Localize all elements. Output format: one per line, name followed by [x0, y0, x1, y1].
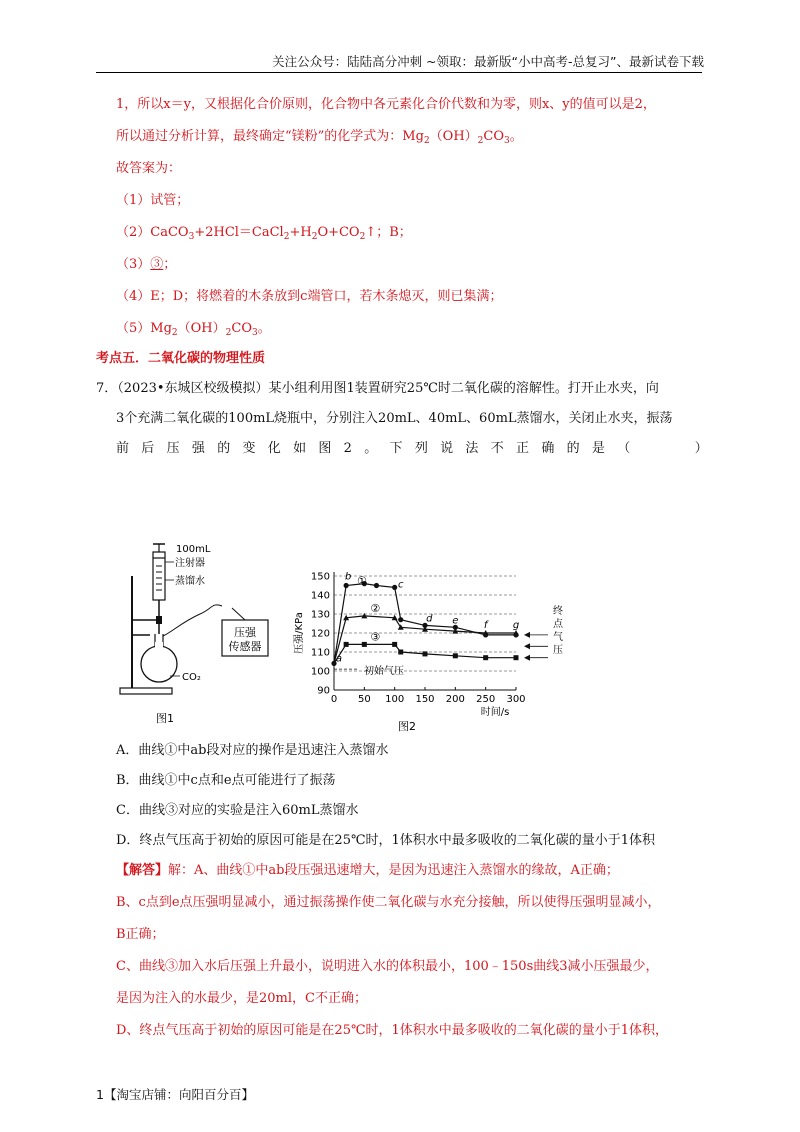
answer-3: （3）③；	[116, 257, 177, 272]
final-pressure-label: 点	[553, 619, 563, 630]
y-tick-label: 140	[310, 590, 330, 602]
question-char: 的	[217, 441, 231, 456]
question-char: 下	[389, 441, 403, 456]
series-point	[483, 655, 488, 660]
question-char: 说	[440, 441, 454, 456]
point-label: a	[335, 653, 343, 665]
solution-line5: 是因为注入的水最少，是20ml，C不正确；	[116, 991, 367, 1006]
point-label: f	[483, 620, 488, 632]
syringe	[153, 552, 165, 600]
answer-2: $(2)CaCO_3+2HCl=CaCl_2+H_2O+CO_2↑$；B；	[116, 225, 412, 242]
final-pressure-arrowhead	[524, 643, 530, 649]
solution-line4: C、曲线③加入水后压强上升最小，说明进入水的体积最小，100﹣150s曲线3减小压强最少，	[116, 959, 659, 974]
water-label: 蒸馏水	[175, 576, 205, 587]
final-pressure-label: 压	[553, 645, 563, 656]
series-point	[392, 642, 397, 647]
question-char: 2	[343, 441, 352, 456]
section-title: 考点五．二氧化碳的物理性质	[96, 351, 266, 366]
option-a: A．曲线①中ab段对应的操作是迅速注入蒸馏水	[116, 743, 389, 758]
series-point	[398, 650, 403, 655]
initial-pressure-label: 初始气压	[364, 666, 404, 678]
page-footer: 1【淘宝店铺：向阳百分百】	[96, 1087, 254, 1102]
question-char: 后	[141, 441, 155, 456]
question-line1: 7．（2023•东城区校级模拟）某小组利用图1装置研究25℃时二氧化碳的溶解性。打开止水夹，向	[96, 381, 659, 396]
question-char: 如	[293, 441, 307, 456]
series-point	[398, 617, 403, 622]
series-point	[374, 583, 379, 588]
page-header: 关注公众号：陆陆高分冲刺 ~领取：最新版“小中高考-总复习”、最新试卷下载	[272, 54, 704, 69]
x-tick-label: 300	[506, 694, 526, 705]
sensor-label-2: 传感器	[228, 640, 262, 653]
question-char: 压	[166, 441, 180, 456]
question-char: 。	[364, 441, 378, 456]
prev-answer-line2: 所以通过分析计算，最终确定“镁粉”的化学式为：$Mg_2(OH)_2CO_3$。	[116, 129, 523, 146]
series-point	[392, 585, 397, 590]
y-tick-label: 150	[310, 571, 330, 583]
solution-line3: B正确；	[116, 927, 165, 942]
point-label: b	[344, 571, 352, 583]
figure1-caption: 图1	[156, 712, 174, 725]
question-char: 法	[465, 441, 479, 456]
sensor-label-1: 压强	[234, 626, 256, 639]
series-point	[344, 642, 349, 647]
question-char: 正	[516, 441, 530, 456]
solution-line6: D、终点气压高于初始的原因可能是在25℃时，1体积水中最多吸收的二氧化碳的量小于1体积，	[116, 1023, 669, 1038]
x-tick-label: 150	[415, 694, 435, 705]
solution-tag: 【解答】	[116, 863, 169, 878]
solution-line2: B、c点到e点压强明显减小，通过振荡操作使二氧化碳与水充分接触，所以使得压强明显减小，	[116, 895, 661, 910]
final-pressure-label: 终	[553, 606, 563, 617]
gas-label: CO₂	[182, 672, 201, 683]
question-char: 不	[490, 441, 504, 456]
y-tick-label: 100	[310, 666, 330, 678]
tube	[163, 605, 222, 636]
question-char: 确	[541, 441, 555, 456]
series-point	[423, 651, 428, 656]
curve-label: ③	[370, 630, 381, 644]
option-b: B．曲线①中c点和e点可能进行了振荡	[116, 773, 336, 788]
solution-line1: 【解答】解：A、曲线①中ab段压强迅速增大，是因为迅速注入蒸馏水的缘故，A正确；	[116, 863, 619, 878]
figure2-chart	[290, 566, 580, 734]
point-label: e	[452, 615, 459, 627]
answer-1: （1）试管；	[116, 193, 190, 208]
x-tick-label: 250	[476, 694, 496, 705]
x-tick-label: 50	[357, 694, 371, 705]
series-point	[362, 642, 367, 647]
x-tick-label: 200	[445, 694, 465, 705]
question-char: 的	[566, 441, 580, 456]
option-d: D．终点气压高于初始的原因可能是在25℃时，1体积水中最多吸收的二氧化碳的量小于1体积	[116, 833, 656, 848]
curve-label: ①	[356, 574, 367, 588]
y-tick-label: 110	[310, 647, 330, 659]
question-char: 列	[414, 441, 428, 456]
curve-label: ②	[370, 602, 381, 616]
point-label: c	[397, 579, 404, 591]
question-char: 变	[242, 441, 256, 456]
syringe-volume-label: 100mL	[176, 544, 211, 555]
question-char: ）	[694, 441, 708, 456]
question-line2: 3个充满二氧化碳的100mL烧瓶中，分别注入20mL、40mL、60mL蒸馏水，关闭止水夹，振荡	[116, 411, 673, 426]
question-char: 化	[267, 441, 281, 456]
question-char: 是	[591, 441, 605, 456]
point-label: g	[512, 620, 520, 632]
x-axis-label: 时间/s	[480, 707, 510, 718]
question-char: 图	[318, 441, 332, 456]
y-tick-label: 120	[310, 628, 330, 640]
question-char: 强	[191, 441, 205, 456]
question-char: （	[617, 441, 631, 456]
series-point	[514, 655, 519, 660]
series-point	[453, 653, 458, 658]
y-tick-label: 130	[310, 609, 330, 621]
option-c: C．曲线③对应的实验是注入60mL蒸馏水	[116, 803, 359, 818]
y-tick-label: 90	[317, 685, 330, 697]
point-label: d	[426, 613, 433, 625]
question-char	[643, 440, 683, 458]
question-char: 前	[116, 441, 130, 456]
figure1-apparatus	[112, 536, 272, 732]
final-pressure-arrowhead	[524, 655, 530, 661]
final-pressure-label: 气	[553, 632, 563, 643]
x-tick-label: 0	[330, 694, 338, 705]
answer-5: $(5)Mg_2(OH)_2CO_3$。	[116, 321, 271, 338]
header-divider	[96, 72, 702, 73]
x-tick-label: 100	[385, 694, 405, 705]
answer-title: 故答案为：	[116, 161, 182, 176]
syringe-label: 注射器	[175, 558, 205, 569]
stand-base	[120, 688, 172, 694]
question-line3	[116, 440, 708, 458]
figure2-caption: 图2	[398, 720, 416, 733]
prev-answer-line1: 1，所以x＝y，又根据化合价原则，化合物中各元素化合价代数和为零，则x、y的值可以是2，	[116, 97, 656, 112]
answer-4: （4）E；D；将燃着的木条放到c端管口，若木条熄灭，则已集满；	[116, 289, 503, 304]
series-point	[344, 583, 349, 588]
final-pressure-arrowhead	[524, 632, 530, 638]
y-axis-label: 压强/KPa	[294, 612, 305, 654]
flask	[141, 646, 177, 682]
